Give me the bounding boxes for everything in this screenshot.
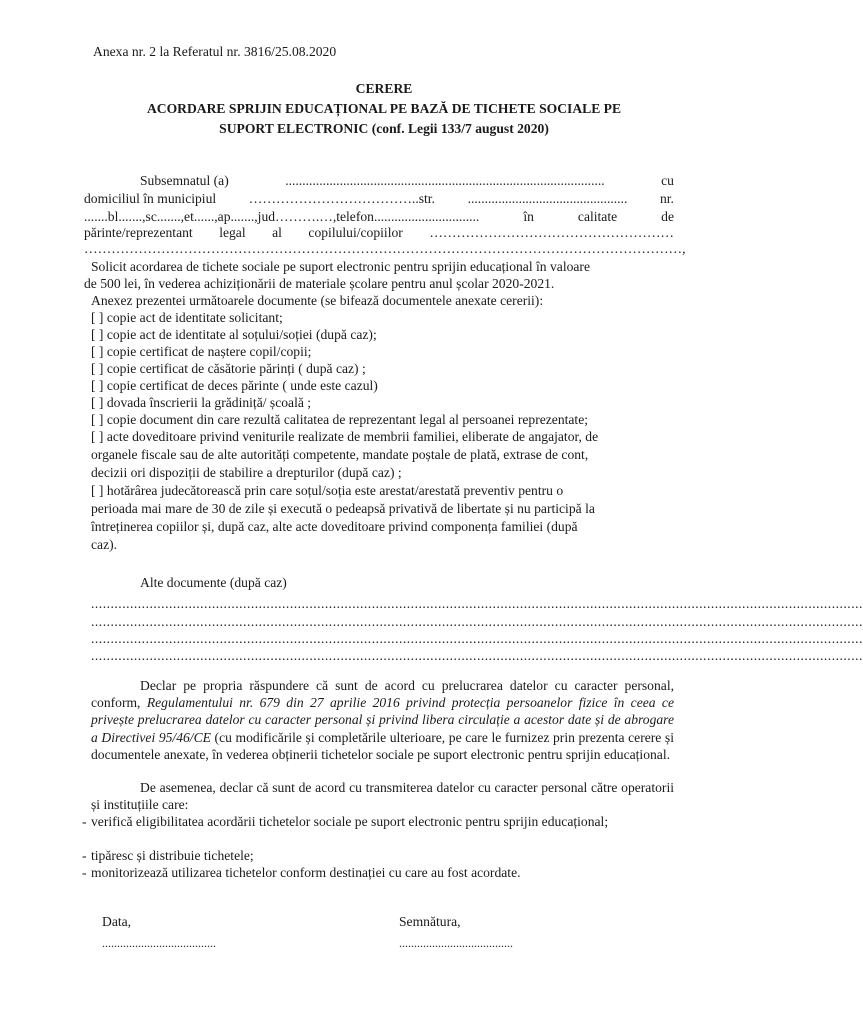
title-line-2: ACORDARE SPRIJIN EDUCAȚIONAL PE BAZĂ DE TICHETE SOCIALE PE	[146, 101, 622, 116]
checklist-item-death-cert[interactable]: [ ] copie certificat de deces părinte ( unde este cazul)	[91, 378, 378, 393]
checklist-item-court-line-1[interactable]: [ ] hotărârea judecătorească prin care soțul/soția este arestat/arestată preventiv pentru o	[91, 483, 564, 498]
checklist-item-court-line-2: perioada mai mare de 30 de zile și execută o pedeapsă privativă de libertate și nu participă la	[91, 501, 595, 516]
street-field[interactable]: ...............................................	[467, 191, 628, 206]
annex-reference: Anexa nr. 2 la Referatul nr. 3816/25.08.2020	[93, 44, 337, 59]
annex-intro: Anexez prezentei următoarele documente (se bifează documentele anexate cererii):	[91, 293, 544, 308]
checklist-item-marriage-cert[interactable]: [ ] copie certificat de căsătorie părinți ( după caz) ;	[91, 361, 366, 376]
other-documents-line-2[interactable]: ......................................................................................................................................................................................................	[91, 614, 863, 629]
checklist-item-income-line-1[interactable]: [ ] acte doveditoare privind veniturile realizate de membrii familiei, eliberate de angajator, de	[91, 429, 599, 444]
signature-label: Semnătura,	[399, 914, 461, 929]
title-line-3: SUPORT ELECTRONIC (conf. Legii 133/7 august 2020)	[219, 121, 549, 136]
other-documents-label: Alte documente (după caz)	[140, 575, 287, 590]
gdpr-declaration: Declar pe propria răspundere că sunt de acord cu prelucrarea datelor cu caracter personal, conform, Regulamentului nr. 679 din 27 aprilie 2016 privind protecția persoanelor fizice în ceea ce privește prelucrarea datelor cu caracter personal și privind libera circulație a acestor date și de abrogare a Directivei 95/46/CE (cu modificările și completările ulterioare, pe care le furnizez prin prezenta cerere și documentele anexate, în vederea obținerii tichetelor sociale pe suport electronic pentru sprijin educațional.	[91, 678, 674, 762]
checklist-item-birth-cert[interactable]: [ ] copie certificat de naștere copil/copii;	[91, 344, 312, 359]
checklist-item-court-line-3: întreținerea copiilor și, după caz, alte acte doveditoare privind componența familiei (după	[91, 519, 578, 534]
bullet-item-monitoring: - monitorizează utilizarea tichetelor conform destinației cu care au fost acordate.	[82, 865, 521, 880]
applicant-label: Subsemnatul (a)	[140, 173, 229, 188]
date-field[interactable]: ......................................	[102, 936, 216, 950]
children-field[interactable]: ………………………………………………	[429, 225, 674, 240]
applicant-line-4: părinte/reprezentant legal al copilului/copiilor ………………………………………………	[84, 225, 674, 240]
applicant-line-1: Subsemnatul (a) .............................................................................................. cu	[140, 173, 674, 188]
other-documents-line-3[interactable]: ......................................................................................................................................................................................................	[91, 631, 863, 646]
checklist-item-id-spouse[interactable]: [ ] copie act de identitate al soțului/soției (după caz);	[91, 327, 377, 342]
regulation-reference: Regulamentului nr. 679 din 27 aprilie 2016 privind protecția persoanelor fizice în ceea ce privește prelucrarea datelor cu caracter personal și privind libera circulație a acestor date și de abrogare a Directivei 95/46/CE	[91, 695, 674, 745]
applicant-line-3: .......bl.......,sc.......,et......,ap.......,jud……….…,telefon............................... în calitate de	[84, 209, 674, 224]
date-label: Data,	[102, 914, 132, 929]
bullet-item-printing: - tipăresc și distribuie tichetele;	[82, 848, 254, 863]
checklist-item-income-line-2: organele fiscale sau de alte autorități competente, mandate poștale de plată, extrase de cont,	[91, 447, 589, 462]
data-transfer-declaration: De asemenea, declar că sunt de acord cu transmiterea datelor cu caracter personal către operatorii și instituțiile care:	[91, 780, 674, 813]
checklist-item-income-line-3: decizii ori dispoziții de stabilire a drepturilor (după caz) ;	[91, 465, 402, 480]
request-line-2: de 500 lei, în vederea achiziționării de materiale școlare pentru anul școlar 2020-2021.	[84, 276, 555, 291]
other-documents-line-4[interactable]: ......................................................................................................................................................................................................	[91, 648, 863, 663]
address-details-field[interactable]: .......bl.......,sc.......,et......,ap.......,jud……….…,telefon...............................	[84, 209, 480, 224]
checklist-item-legal-rep[interactable]: [ ] copie document din care rezultă calitatea de reprezentant legal al persoanei reprezentate;	[91, 412, 589, 427]
children-field-continued[interactable]: ……………………………………………………………………………………………………………………,	[84, 241, 686, 256]
bullet-item-eligibility: - verifică eligibilitatea acordării tichetelor sociale pe suport electronic pentru sprijin educațional;	[82, 814, 609, 829]
city-street-field[interactable]: ………………………………..str.	[248, 191, 435, 206]
signature-field[interactable]: ......................................	[399, 936, 513, 950]
applicant-line-2: domiciliul în municipiul ………………………………..str. ............................................... nr.	[84, 191, 674, 206]
checklist-item-school-enrollment[interactable]: [ ] dovada înscrierii la grădiniță/ școală ;	[91, 395, 312, 410]
title-cerere: CERERE	[355, 81, 413, 96]
request-line-1: Solicit acordarea de tichete sociale pe suport electronic pentru sprijin educațional în valoare	[91, 259, 590, 274]
checklist-item-court-line-4: caz).	[91, 537, 118, 552]
checklist-item-id-applicant[interactable]: [ ] copie act de identitate solicitant;	[91, 310, 283, 325]
other-documents-line-1[interactable]: ......................................................................................................................................................................................................	[91, 596, 863, 611]
applicant-name-field[interactable]: ..............................................................................................	[285, 173, 605, 188]
